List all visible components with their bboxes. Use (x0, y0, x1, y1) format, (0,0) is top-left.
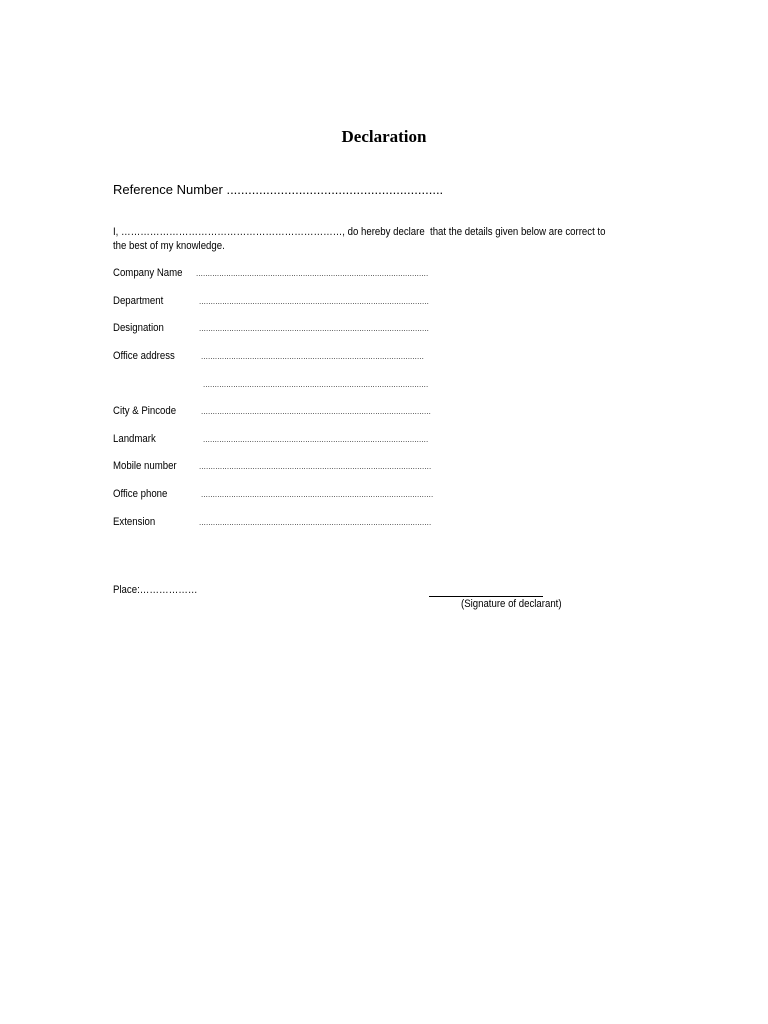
reference-number-line (113, 182, 443, 197)
field-mobile-number-blank: .................................................................................................... (199, 462, 432, 471)
field-office-address-blank-2: ................................................................................................. (203, 380, 429, 389)
page-title: Declaration (341, 127, 427, 146)
declaration-line-2: the best of my knowledge. (113, 240, 225, 252)
field-office-address-blank: ................................................................................................ (201, 352, 424, 361)
field-office-phone-label: Office phone (113, 488, 168, 500)
place-field: Place:……………… (113, 584, 198, 596)
signature-line (429, 596, 543, 597)
field-company-name-blank: .................................................................................................... (196, 269, 429, 278)
field-extension-label: Extension (113, 516, 156, 528)
field-landmark-blank: ................................................................................................. (203, 435, 429, 444)
field-extension-blank: .................................................................................................... (199, 518, 432, 527)
field-office-phone-blank: .................................................................................................... (201, 490, 434, 499)
field-company-name-label: Company Name (113, 267, 183, 279)
declaration-line-1: I, ……………………………………………………………, do hereby declare that the details given below are correct to (113, 226, 606, 238)
reference-number-label: Reference Number (113, 182, 223, 197)
declaration-statement (113, 225, 655, 253)
field-mobile-number-label: Mobile number (113, 460, 177, 472)
field-department-label: Department (113, 295, 164, 307)
field-designation-blank: ................................................................................................... (199, 324, 429, 333)
field-city-pincode-label: City & Pincode (113, 405, 177, 417)
signature-label: (Signature of declarant) (461, 598, 562, 610)
field-department-blank: ................................................................................................... (199, 297, 429, 306)
field-landmark-label: Landmark (113, 433, 156, 445)
field-designation-label: Designation (113, 322, 164, 334)
field-city-pincode-blank: ................................................................................................... (201, 407, 431, 416)
field-office-address-label: Office address (113, 350, 175, 362)
reference-number-blank: ............................................................ (226, 182, 444, 197)
